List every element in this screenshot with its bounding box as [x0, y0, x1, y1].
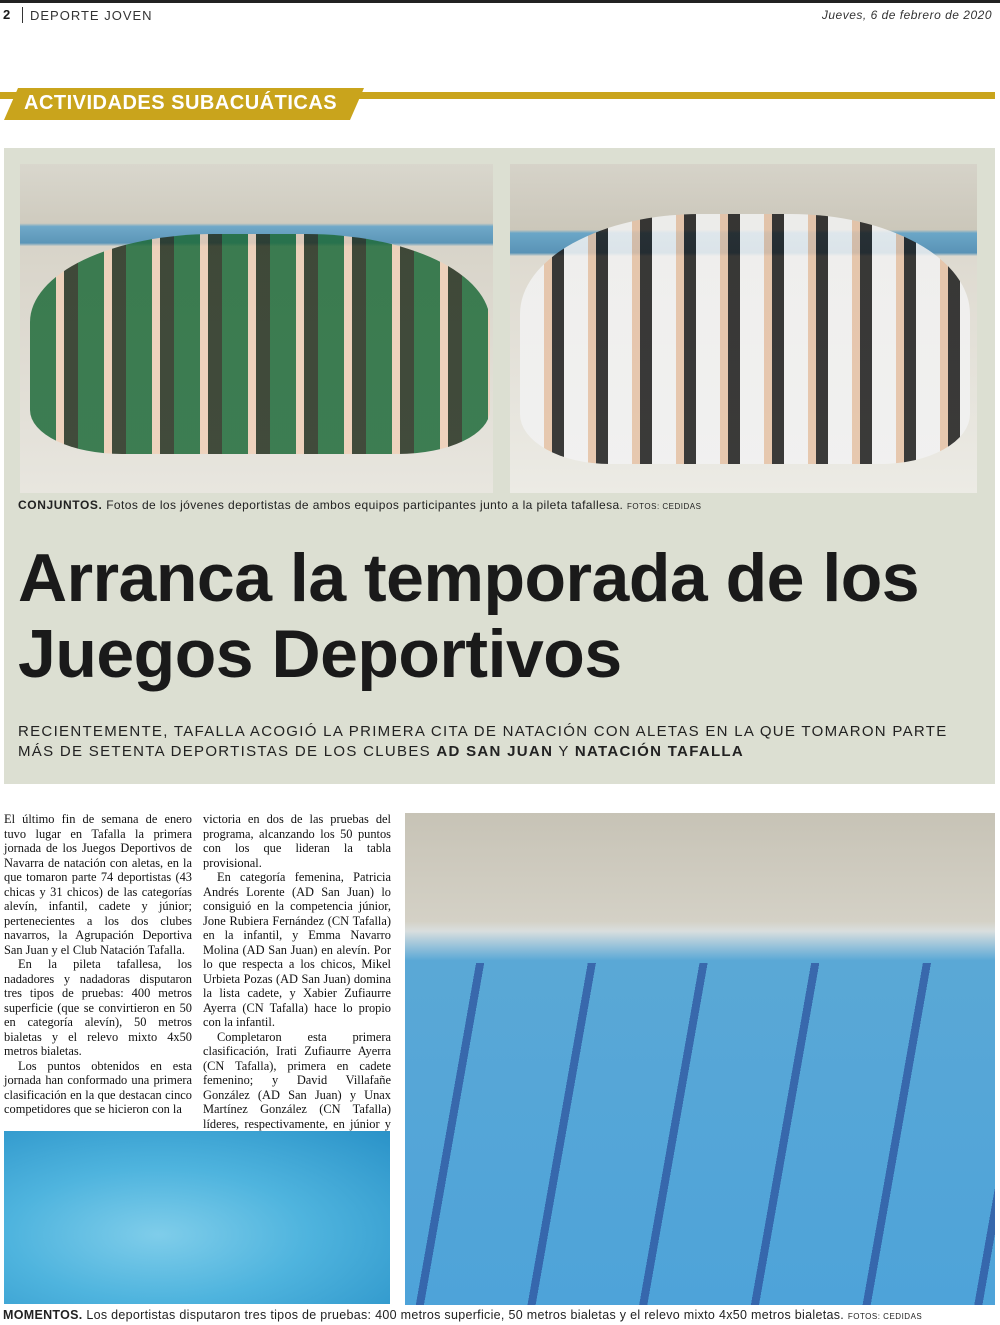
- page-number: 2: [3, 7, 11, 22]
- body-paragraph: Completaron esta primera clasificación, Irati Zufiaurre Ayerra (CN Tafalla), primera en cadete femenino; y David Villafañe González (AD San Juan) y Unax Martínez González (CN Tafalla) líderes, respectivamente, en júnior y: [203, 1029, 391, 1131]
- issue-date: Jueves, 6 de febrero de 2020: [821, 8, 992, 22]
- headline-word-2: la: [271, 540, 365, 616]
- team-group-white: [520, 214, 970, 464]
- body-paragraph: En categoría femenina, Patricia Andrés Lorente (AD San Juan) lo consiguió en la competencia júnior, Jone Rubiera Fernández (CN Tafalla) en la infantil, y Emma Navarro Molina (AD San Juan) en alevín. Por lo que respecta a los chicos, Mikel Urbieta Pozas (AD San Juan) domina la lista cadete, y Xabier Zufiaurre Ayerra (CN Tafalla) hace lo propio con la infantil.: [203, 870, 391, 1029]
- body-paragraph: En la pileta tafallesa, los nadadores y nadadoras disputaron tres tipos de pruebas: 400 metros superficie (que se convirtieron en 50 en categoría alevín), 50 metros bialetas y el relevo mixto 4x50 metros bialetas.: [4, 957, 192, 1058]
- headline-word-3: temporada: [364, 540, 708, 616]
- body-paragraph: Los puntos obtenidos en esta jornada han conformado una primera clasificación en la que destacan cinco competidores que se hicieron con la: [4, 1058, 192, 1116]
- pool-lanes: [405, 963, 995, 1305]
- photo-credit: FOTOS: CEDIDAS: [627, 502, 702, 511]
- swimmer-photo: [4, 1131, 390, 1304]
- caption-text: Los deportistas disputaron tres tipos de pruebas: 400 metros superficie, 50 metros bialetas y el relevo mixto 4x50 metros bialetas.: [82, 1308, 848, 1322]
- headline: [18, 540, 988, 692]
- top-photo-caption: [18, 498, 701, 512]
- caption-label: CONJUNTOS.: [18, 498, 103, 512]
- caption-text: Fotos de los jóvenes deportistas de ambos equipos participantes junto a la pileta tafallesa.: [102, 498, 628, 512]
- headline-word-4: de los Juegos Deportivos: [18, 540, 920, 692]
- body-paragraph: victoria en dos de las pruebas del programa, alcanzando los 50 puntos con los que lideran la tabla provisional.: [203, 812, 391, 870]
- body-paragraph: El último fin de semana de enero tuvo lugar en Tafalla la primera jornada de los Juegos Deportivos de Navarra de natación con aletas, en la que tomaron parte 74 deportistas (43 chicas y 31 chicos) de las categorías alevín, infantil, cadete y júnior; pertenecientes a los dos clubes navarros, la Agrupación Deportiva San Juan y el Club Natación Tafalla.: [4, 812, 192, 957]
- section-name: DEPORTE JOVEN: [30, 8, 153, 23]
- lead-club-1: AD SAN JUAN: [436, 743, 554, 760]
- lead-text-2: Y: [553, 743, 575, 760]
- photo-credit: FOTOS: CEDIDAS: [847, 1312, 923, 1321]
- lead-paragraph: [18, 722, 988, 762]
- lead-club-2: NATACIÓN TAFALLA: [574, 743, 745, 760]
- team-photo-green: [20, 164, 493, 493]
- section-banner-label: ACTIVIDADES SUBACUÁTICAS: [24, 92, 338, 114]
- bottom-photo-caption: [3, 1308, 922, 1322]
- headline-word-1: Arranca: [18, 540, 272, 616]
- team-photo-white: [510, 164, 977, 493]
- header-divider: [22, 7, 23, 23]
- lead-text-1: RECIENTEMENTE, TAFALLA ACOGIÓ LA PRIMERA CITA DE NATACIÓN CON ALETAS EN LA QUE TOMARON PARTE MÁS DE SETENTA DEPORTISTAS DE LOS CLUBES: [18, 723, 948, 760]
- body-column-2: [203, 812, 391, 1146]
- caption-label: MOMENTOS.: [3, 1308, 83, 1322]
- pool-start-photo: [405, 813, 995, 1305]
- body-column-1: [4, 812, 192, 1117]
- team-group-green: [30, 234, 490, 454]
- page-header: [0, 0, 1000, 24]
